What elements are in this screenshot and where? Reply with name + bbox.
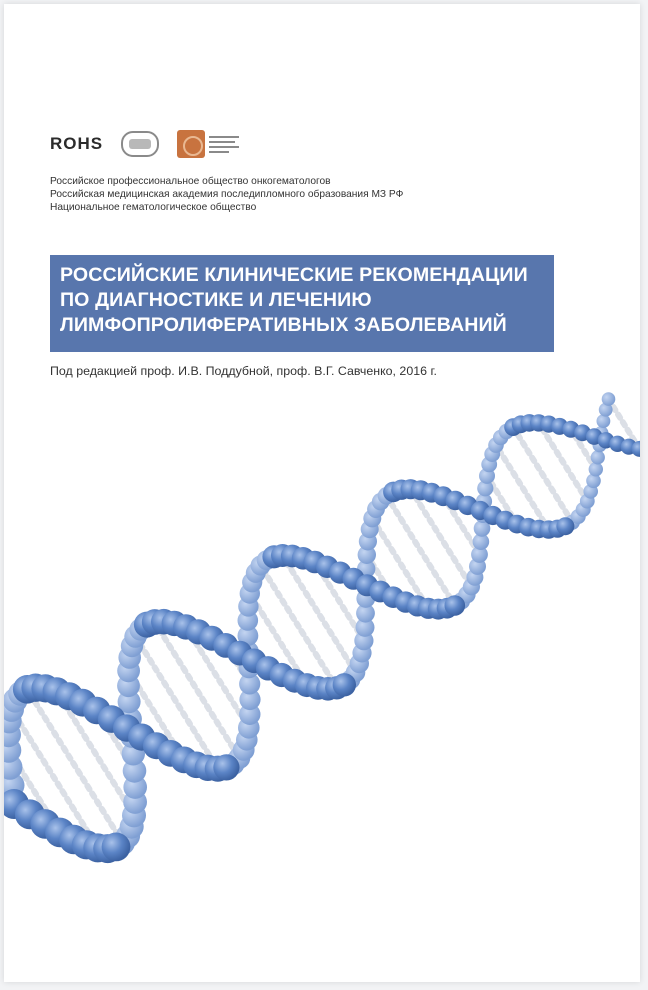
title-line: РОССИЙСКИЕ КЛИНИЧЕСКИЕ РЕКОМЕНДАЦИИ	[60, 264, 528, 286]
organization-line: Национальное гематологическое общество	[50, 202, 257, 213]
dna-bead	[602, 392, 616, 406]
gematology-society-logo-icon	[177, 130, 239, 158]
title-line: ПО ДИАГНОСТИКЕ И ЛЕЧЕНИЮ	[60, 289, 372, 311]
society-emblem-icon	[121, 131, 159, 157]
rohs-logo: ROHS	[50, 134, 104, 153]
book-cover	[4, 4, 640, 982]
organizations-list	[50, 175, 403, 214]
dna-bead	[102, 833, 131, 862]
dna-strand-back	[4, 392, 615, 855]
editors-line: Под редакцией проф. И.В. Поддубной, проф. В.Г. Савченко, 2016 г.	[50, 364, 437, 378]
dna-bead	[333, 673, 356, 696]
base-pair	[513, 427, 572, 522]
dna-bead	[556, 517, 574, 535]
dna-bead	[445, 595, 466, 616]
dna-helix-illustration	[4, 384, 640, 864]
dna-bead	[589, 462, 603, 476]
logo-row	[50, 126, 239, 162]
organization-line: Российское профессиональное общество онкогематологов	[50, 176, 331, 187]
dna-bead	[591, 450, 605, 464]
title-line: ЛИМФОПРОЛИФЕРАТИВНЫХ ЗАБОЛЕВАНИЙ	[60, 314, 507, 336]
base-pairs	[9, 399, 640, 848]
dna-bead	[213, 754, 239, 780]
dna-bead	[597, 414, 611, 428]
title-banner	[50, 255, 554, 352]
organization-line: Российская медицинская академия последипломного образования МЗ РФ	[50, 189, 404, 200]
